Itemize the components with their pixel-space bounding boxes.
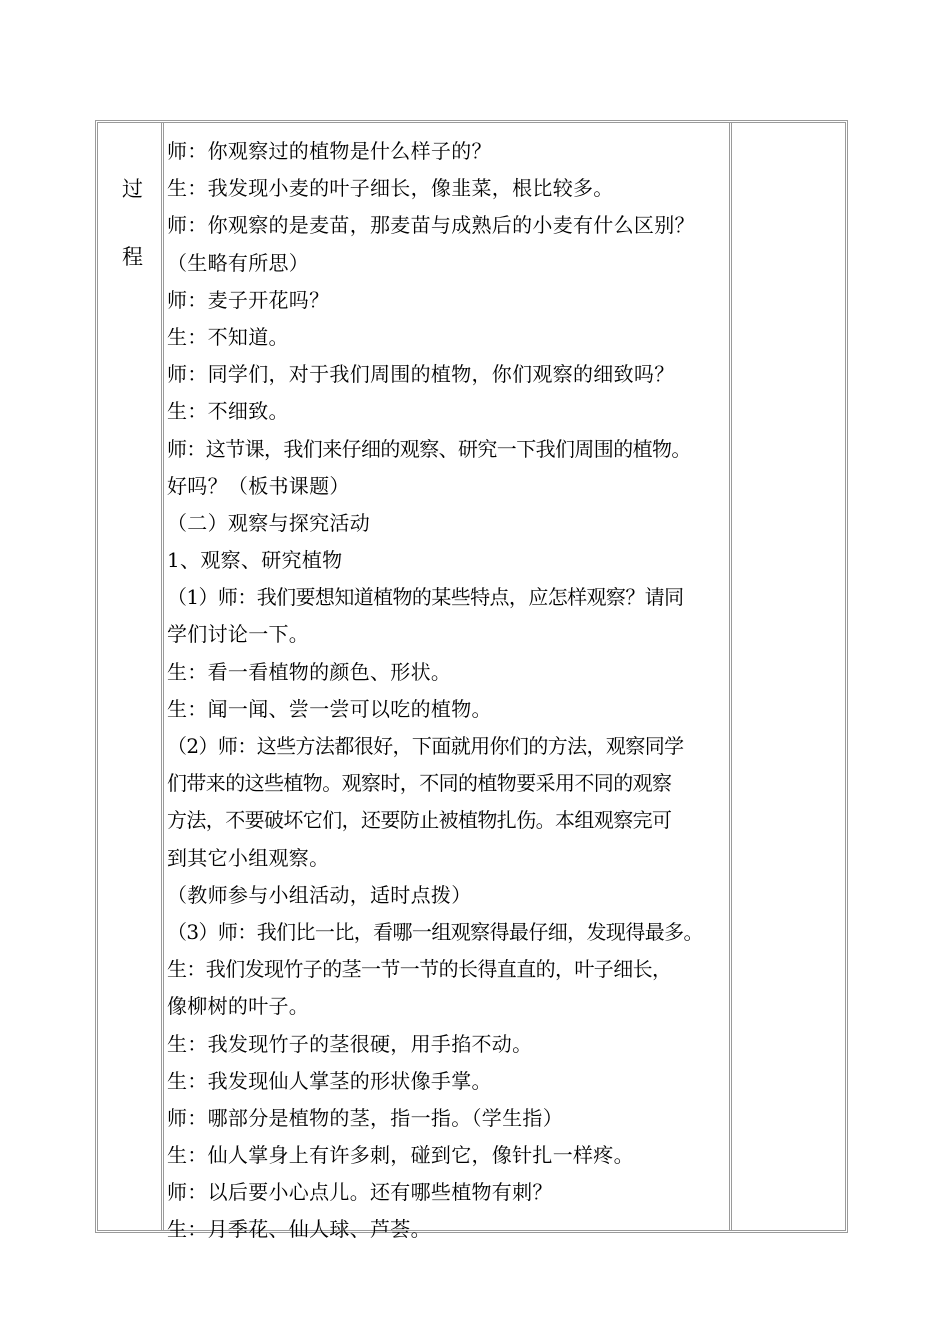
text-line: （3）师：我们比一比，看哪一组观察得最仔细，发现得最多。: [167, 919, 703, 944]
text-line: 师：麦子开花吗？: [167, 287, 330, 312]
section-label-char-2: 程: [122, 245, 143, 269]
text-line: 师：哪部分是植物的茎，指一指。（学生指）: [167, 1105, 563, 1130]
text-line: 生：我们发现竹子的茎一节一节的长得直直的，叶子细长，: [167, 957, 672, 982]
text-line: 师：以后要小心点儿。还有哪些植物有刺？: [167, 1180, 553, 1205]
text-line: 好吗？（板书课题）: [167, 473, 350, 498]
section-label-column: [98, 123, 164, 1230]
text-line: 到其它小组观察。: [167, 845, 330, 870]
text-line: （1）师：我们要想知道植物的某些特点，应怎样观察？请同: [167, 585, 684, 610]
text-line: 像柳树的叶子。: [167, 994, 310, 1019]
text-line: （2）师：这些方法都很好，下面就用你们的方法，观察同学: [167, 734, 684, 758]
text-line: 生：不细致。: [167, 399, 289, 424]
text-line: 生：我发现小麦的叶子细长，像韭菜，根比较多。: [167, 176, 614, 201]
lesson-table: [95, 120, 848, 1242]
text-line: 生：我发现竹子的茎很硬，用手掐不动。: [167, 1031, 533, 1056]
text-line: 生：仙人掌身上有许多刺，碰到它，像针扎一样疼。: [167, 1143, 634, 1168]
text-line: 方法，不要破坏它们，还要防止被植物扎伤。本组观察完可: [167, 808, 672, 833]
text-line: （教师参与小组活动，适时点拨）: [167, 882, 472, 907]
text-line: 师：这节课，我们来仔细的观察、研究一下我们周围的植物。: [167, 436, 691, 461]
text-line: 生：闻一闻、尝一尝可以吃的植物。: [167, 696, 492, 721]
text-line: 生：我发现仙人掌茎的形状像手掌。: [167, 1068, 492, 1093]
text-line: 生：月季花、仙人球、芦荟。: [167, 1217, 431, 1242]
text-line: 学们讨论一下。: [167, 622, 310, 647]
text-line: 1、观察、研究植物: [167, 548, 343, 573]
text-line: （二）观察与探究活动: [167, 510, 370, 535]
text-line: 生：不知道。: [167, 324, 289, 349]
text-line: 师：你观察过的植物是什么样子的？: [167, 139, 492, 163]
text-line: 师：同学们，对于我们周围的植物，你们观察的细致吗？: [167, 362, 675, 387]
notes-column: [729, 123, 845, 1230]
text-line: 师：你观察的是麦苗，那麦苗与成熟后的小麦有什么区别？: [167, 213, 695, 238]
text-line: 生：看一看植物的颜色、形状。: [167, 659, 452, 684]
text-line: 们带来的这些植物。观察时，不同的植物要采用不同的观察: [167, 771, 672, 796]
section-label-char-1: 过: [122, 177, 143, 201]
lesson-content: [167, 133, 732, 1249]
text-line: （生略有所思）: [167, 250, 310, 275]
